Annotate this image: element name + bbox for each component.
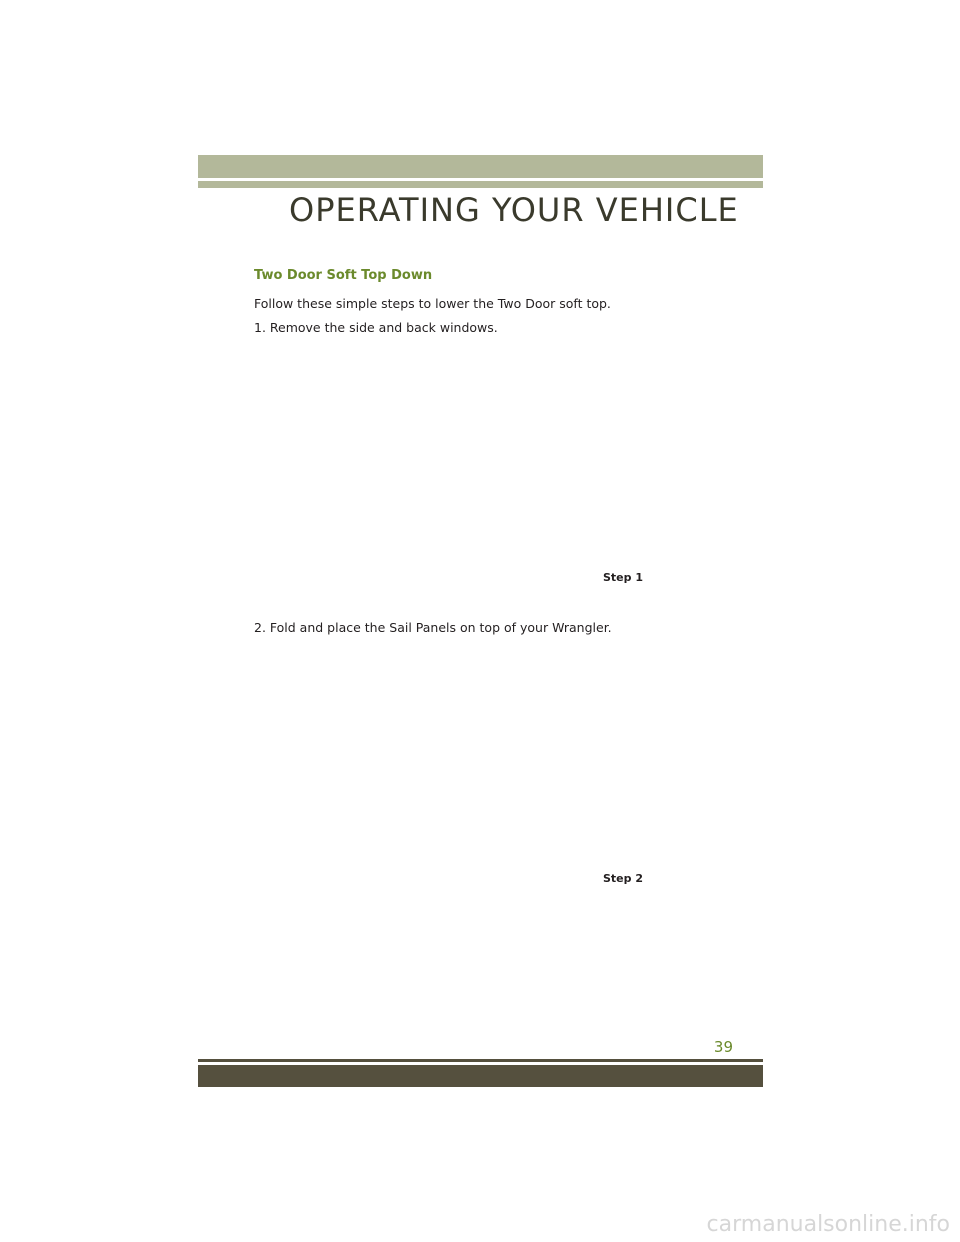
header-bar (198, 155, 763, 178)
step-1-illustration (254, 344, 654, 566)
step-1-text: 1. Remove the side and back windows. (254, 320, 498, 335)
step-2-illustration (254, 645, 654, 867)
footer-rule (198, 1059, 763, 1062)
watermark: carmanualsonline.info (706, 1212, 950, 1237)
intro-paragraph: Follow these simple steps to lower the Two Door soft top. (254, 296, 611, 311)
page-number: 39 (713, 1038, 733, 1056)
step-2-caption: Step 2 (603, 872, 643, 885)
step-2-text: 2. Fold and place the Sail Panels on top of your Wrangler. (254, 620, 612, 635)
page-heading: Two Door Soft Top Down (254, 268, 433, 283)
footer-bar (198, 1065, 763, 1087)
header-rule (198, 181, 763, 188)
section-title: OPERATING YOUR VEHICLE (289, 191, 739, 229)
step-1-caption: Step 1 (603, 571, 643, 584)
